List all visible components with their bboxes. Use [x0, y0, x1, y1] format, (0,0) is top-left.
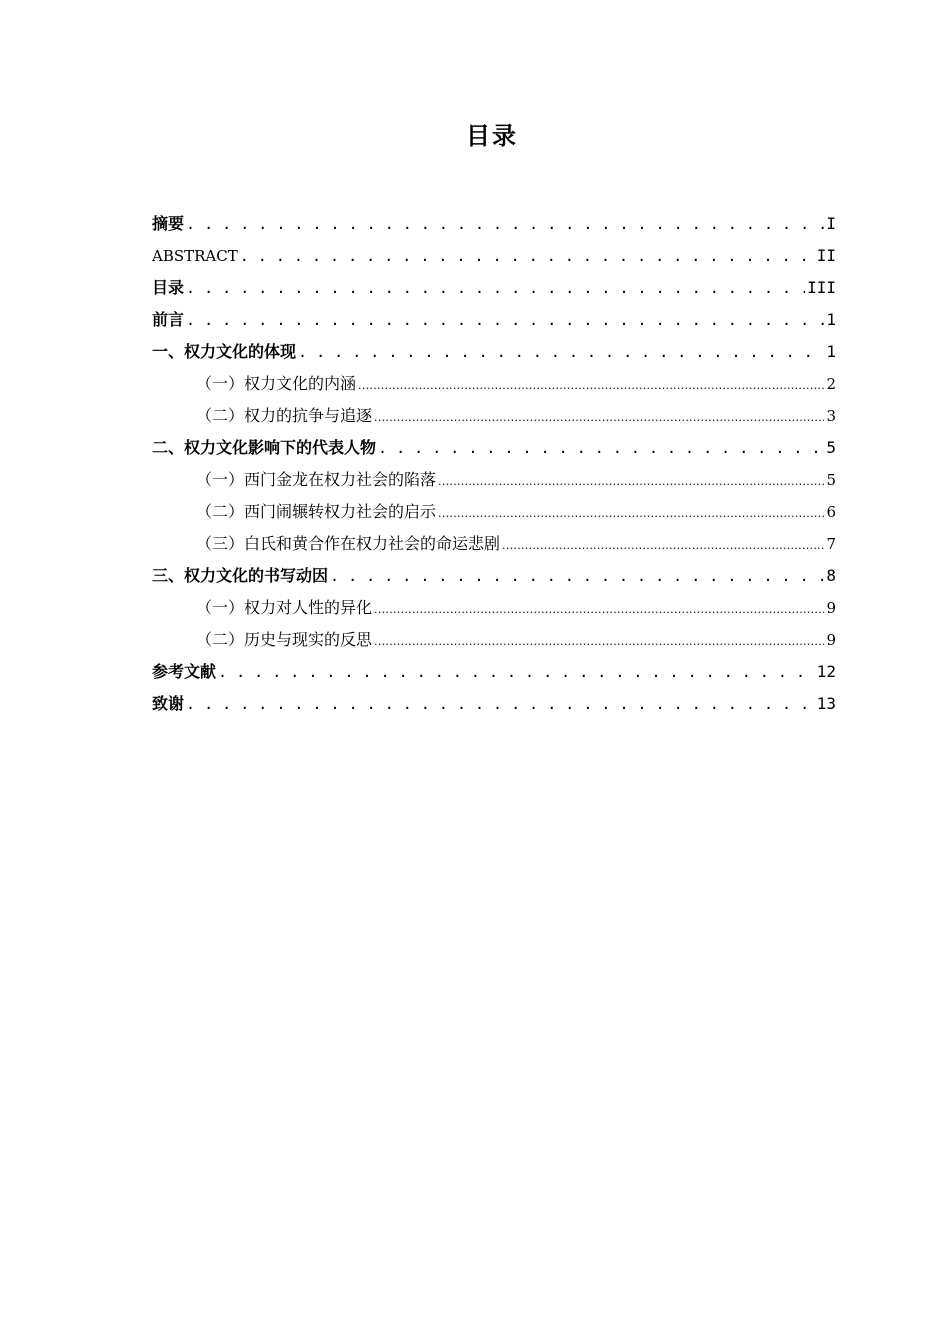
dot-leader [330, 560, 824, 592]
toc-entry-chapter-1[interactable] [152, 336, 836, 368]
toc-entry-preface[interactable] [152, 304, 836, 336]
dot-leader [374, 400, 824, 432]
dot-leader [240, 240, 815, 272]
toc-entry-abstract-cn[interactable] [152, 208, 836, 240]
toc-page-number: III [807, 278, 836, 297]
dot-leader [374, 592, 824, 624]
toc-entry-section-3-1[interactable] [152, 592, 836, 624]
toc-entry-text: 三、权力文化的书写动因 [152, 566, 329, 585]
toc-page-number: 12 [816, 662, 836, 681]
dot-leader [218, 656, 815, 688]
toc-entry-text: （二）西门闹辗转权力社会的启示 [196, 502, 437, 521]
dot-leader [186, 688, 815, 720]
dot-leader [358, 368, 824, 400]
toc-entry-acknowledgements[interactable] [152, 688, 836, 720]
toc-entry-text: （一）权力对人性的异化 [196, 598, 373, 617]
dot-leader [438, 464, 824, 496]
toc-entry-section-2-3[interactable] [152, 528, 836, 560]
toc-page-number: 9 [826, 599, 836, 617]
page-title: 目录 [466, 122, 518, 150]
toc-entry-text: 致谢 [152, 694, 185, 713]
toc-entry-chapter-3[interactable] [152, 560, 836, 592]
toc-entry-section-3-2[interactable] [152, 624, 836, 656]
toc-page-number: 6 [826, 503, 836, 521]
toc-entry-section-2-2[interactable] [152, 496, 836, 528]
dot-leader [186, 304, 824, 336]
toc-page-number: 13 [816, 694, 836, 713]
toc-page-number: 7 [826, 535, 836, 553]
toc-entry-text: （一）西门金龙在权力社会的陷落 [196, 470, 437, 489]
toc-page-number: 8 [826, 566, 836, 585]
toc-page-number: 1 [826, 310, 836, 329]
toc-entry-text: 摘要 [152, 214, 185, 233]
toc-entry-text: 前言 [152, 310, 185, 329]
dot-leader [502, 528, 824, 560]
toc-entry-text: ABSTRACT [152, 247, 238, 265]
toc-entry-text: 目录 [152, 278, 185, 297]
toc-page-number: 9 [826, 631, 836, 649]
toc-entry-text: 参考文献 [152, 662, 217, 681]
toc-entry-section-1-1[interactable] [152, 368, 836, 400]
toc-entry-references[interactable] [152, 656, 836, 688]
dot-leader [438, 496, 824, 528]
dot-leader [186, 272, 805, 304]
toc-entry-text: 二、权力文化影响下的代表人物 [152, 438, 377, 457]
toc-entry-section-2-1[interactable] [152, 464, 836, 496]
toc-entry-contents[interactable] [152, 272, 836, 304]
toc-entry-text: 一、权力文化的体现 [152, 342, 297, 361]
dot-leader [374, 624, 824, 656]
toc-entry-text: （二）历史与现实的反思 [196, 630, 373, 649]
table-of-contents [152, 208, 836, 720]
toc-entry-abstract-en[interactable] [152, 240, 836, 272]
toc-page-number: 3 [826, 407, 836, 425]
toc-page-number: 2 [826, 375, 836, 393]
toc-entry-text: （一）权力文化的内涵 [196, 374, 357, 393]
toc-entry-text: （三）白氏和黄合作在权力社会的命运悲剧 [196, 534, 501, 553]
toc-page-number: II [816, 246, 836, 265]
toc-entry-section-1-2[interactable] [152, 400, 836, 432]
toc-entry-text: （二）权力的抗争与追逐 [196, 406, 373, 425]
toc-page-number: 5 [826, 438, 836, 457]
dot-leader [378, 432, 824, 464]
toc-page-number: 1 [826, 342, 836, 361]
toc-page-number: 5 [826, 471, 836, 489]
toc-page-number: I [826, 214, 836, 233]
toc-entry-chapter-2[interactable] [152, 432, 836, 464]
dot-leader [186, 208, 824, 240]
dot-leader [298, 336, 824, 368]
